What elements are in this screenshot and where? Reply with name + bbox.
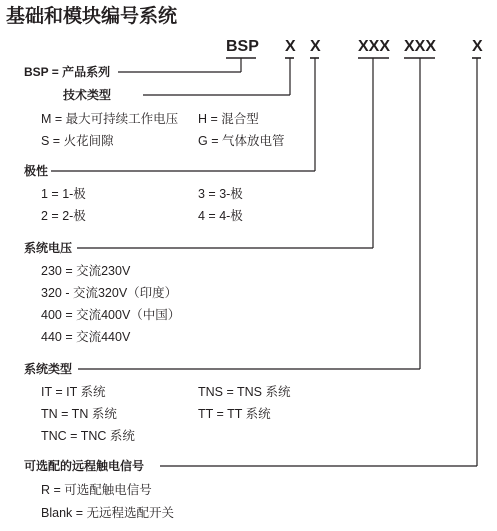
list-item: Blank = 无远程选配开关 [41, 506, 175, 520]
list-item: TNS = TNS 系统 [198, 385, 291, 399]
remote-signal-heading: 可选配的远程触电信号 [24, 459, 145, 473]
list-item: TN = TN 系统 [41, 407, 117, 421]
code-part-pole: X [310, 38, 321, 55]
list-item: G = 气体放电管 [198, 134, 285, 148]
system-type-heading: 系统类型 [24, 362, 73, 376]
list-item: M = 最大可持续工作电压 [41, 112, 179, 126]
code-part-type: X [285, 38, 296, 55]
code-part-remote: X [472, 38, 483, 55]
list-item: 230 = 交流230V [41, 264, 131, 278]
voltage-heading: 系统电压 [24, 241, 73, 255]
code-part-system: XXX [404, 38, 437, 55]
list-item: TNC = TNC 系统 [41, 429, 135, 443]
list-item: 1 = 1-极 [41, 187, 86, 201]
list-item: 2 = 2-极 [41, 209, 86, 223]
list-item: 400 = 交流400V（中国） [41, 308, 181, 322]
list-item: H = 混合型 [198, 112, 259, 126]
tech-type-heading: 技术类型 [63, 88, 112, 102]
list-item: 440 = 交流440V [41, 330, 131, 344]
list-item: 3 = 3-极 [198, 187, 243, 201]
list-item: 4 = 4-极 [198, 209, 243, 223]
list-item: IT = IT 系统 [41, 385, 106, 399]
series-heading: BSP = 产品系列 [24, 65, 111, 79]
list-item: R = 可选配触电信号 [41, 483, 152, 497]
list-item: S = 火花间隙 [41, 134, 114, 148]
code-part-voltage: XXX [358, 38, 391, 55]
polarity-heading: 极性 [24, 164, 49, 178]
page-title: 基础和模块编号系统 [6, 6, 178, 27]
list-item: TT = TT 系统 [198, 407, 271, 421]
list-item: 320 - 交流320V（印度） [41, 286, 178, 300]
code-part-bsp: BSP [226, 38, 259, 55]
